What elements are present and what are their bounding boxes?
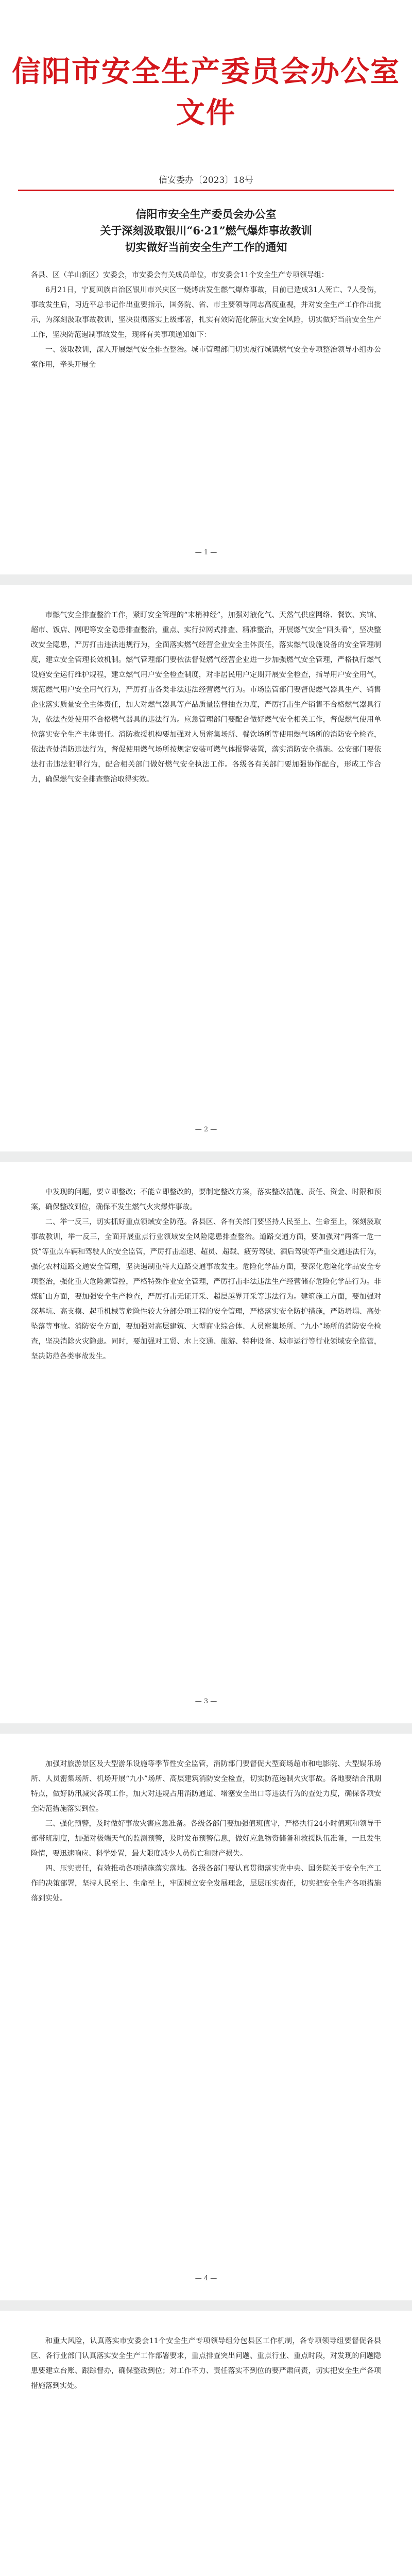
paragraph: 和重大风险，认真落实市安委会11个安全生产专项领导组分包县区工作机制，各专项领导组要督促各县区、各行业部门认真落实安全生产工作部署要求，重点排查突出问题、重点行业、重点时段，对发现的问题隐患要建立台账、跟踪督办，确保整改到位；对工作不力、责任落实不到位的要严肃问责，切实把安全生产各项措施落到实处。 — [31, 2337, 381, 2390]
doc-number: 信安委办〔2023〕18号 — [159, 175, 253, 185]
title-line-3: 切实做好当前安全生产工作的通知 — [125, 241, 287, 253]
page-number: — 3 — — [195, 1698, 217, 1705]
page-number: — 1 — — [195, 549, 217, 556]
paragraph: 四、压实责任，有效推动各项措施落实落地。各级各部门要认真贯彻落实党中央、国务院关于安全生产工作的决策部署，坚持人民至上、生命至上，牢固树立安全发展理念，层层压实责任，切实把安全生产各项措施落到实处。 — [31, 1865, 381, 1903]
paragraph: 三、强化预警，及时做好事故灾害应急准备。各级各部门要加强值班值守，严格执行24小时值班和领导干部带班制度，加强对极端天气的监测预警，及时发布预警信息，做好应急物资储备和救援队伍准备，一旦发生险情，要迅速响应、科学处置，最大限度减少人员伤亡和财产损失。 — [31, 1820, 381, 1858]
red-divider — [18, 190, 394, 191]
title-line-2: 关于深刻汲取银川“6·21”燃气爆炸事故教训 — [100, 224, 312, 237]
page-separator — [0, 1151, 412, 1162]
page-separator — [0, 2300, 412, 2311]
page-4-body — [31, 1757, 381, 1906]
salutation: 各县、区（羊山新区）安委会，市安委会有关成员单位，市安委会11个安全生产专项领导组： — [31, 271, 329, 279]
paragraph: 6月21日，宁夏回族自治区银川市兴庆区一烧烤店发生燃气爆炸事故，目前已造成31人死亡、7人受伤，事故发生后，习近平总书记作出重要指示，国务院、省、市主要领导同志高度重视，并对安全生产工作作出批示，为深刻汲取事故教训，坚决贯彻落实上级部署，扎实有效防范化解重大安全风险，切实做好当前安全生产工作，坚决防范遏制事故发生，现将有关事项通知如下： — [31, 286, 381, 339]
page-2-body — [31, 608, 381, 787]
paragraph: 加强对旅游景区及大型游乐设施等季节性安全监管，消防部门要督促大型商场超市和电影院、大型娱乐场所、人员密集场所、机场开展“九小”场所、高层建筑消防安全检查，切实防范遏制火灾事故。各地要结合汛期特点，做好防汛减灾各项工作，加大对违规占用消防通道、堵塞安全出口等违法行为的查处力度，确保各项安全防范措施落实到位。 — [31, 1760, 381, 1813]
page-3-body — [31, 1185, 381, 1364]
paragraph: 中发现的问题，要立即整改；不能立即整改的，要制定整改方案，落实整改措施、责任、资金、时限和预案，确保整改到位，确保不发生燃气火灾爆炸事故。 — [31, 1188, 381, 1211]
page-separator — [0, 574, 412, 585]
title-line-1: 信阳市安全生产委员会办公室 — [135, 208, 277, 221]
page-5-body — [31, 2334, 381, 2394]
masthead: 信阳市安全生产委员会办公室文件 — [12, 55, 400, 130]
paragraph: 一、汲取教训，深入开展燃气安全排查整治。城市管理部门切实履行城镇燃气安全专项整治领导小组办公室作用，牵头开展全 — [31, 346, 381, 369]
page-1-body — [31, 268, 381, 372]
page-separator — [0, 1723, 412, 1734]
paragraph: 市燃气安全排查整治工作，紧盯安全管理的“末梢神经”，加强对液化气、天然气供应网络、餐饮、宾馆、超市、饭店、网吧等安全隐患排查整治，重点、实行拉网式排查、精准整治，开展燃气安全“回头看”，坚决整改安全隐患，严厉打击违法违规行为，全面落实燃气经营企业安全主体责任，落实燃气设施设备的安全管理制度，建立安全管理长效机制。燃气管理部门要依法督促燃气经营企业进一步加强燃气安全管理，严格执行燃气设施安全运行维护规程，建立燃气用户安全检查制度，对非居民用户定期开展安全检查，指导用户安全用气，规范燃气用户安全用气行为，严厉打击各类非法违法经营燃气行为。市场监管部门要督促燃气器具生产、销售企业落实质量安全主体责任，加大对燃气器具等产品质量监督抽查力度，严厉打击生产销售不合格燃气器具行为，依法查处使用不合格燃气器具的违法行为。应急管理部门要配合做好燃气安全相关工作，督促燃气使用单位落实安全生产主体责任。消防救援机构要加强对人员密集场所、餐饮场所等使用燃气场所的消防安全检查，依法查处消防违法行为，督促使用燃气场所按规定安装可燃气体报警装置，落实消防安全措施。公安部门要依法打击违法犯罪行为，配合相关部门做好燃气安全执法工作。各级各有关部门要加强协作配合，形成工作合力，确保燃气安全排查整治取得实效。 — [31, 611, 381, 784]
document-title — [31, 206, 381, 256]
page-number: — 4 — — [195, 2275, 217, 2282]
page-number: — 2 — — [195, 1126, 217, 1133]
paragraph: 二、举一反三，切实抓好重点领域安全防范。各县区、各有关部门要坚持人民至上、生命至上，深刻汲取事故教训，举一反三，全面开展重点行业领域安全风险隐患排查整治。道路交通方面，要加强对“两客一危一货”等重点车辆和驾驶人的安全监管，严厉打击超速、超员、超载、疲劳驾驶、酒后驾驶等严重交通违法行为，强化农村道路交通安全管理，坚决遏制重特大道路交通事故发生。危险化学品方面，要深化危险化学品安全专项整治，强化重大危险源管控，严格特殊作业安全管理，严厉打击非法违法生产经营储存危险化学品行为。非煤矿山方面，要加强安全生产检查，严厉打击无证开采、超层越界开采等违法行为。建筑施工方面，要加强对深基坑、高支模、起重机械等危险性较大分部分项工程的安全管理，严格落实安全防护措施，严防坍塌、高处坠落等事故。消防安全方面，要加强对高层建筑、大型商业综合体、人员密集场所、“九小”场所的消防安全检查，坚决消除火灾隐患。同时，要加强对工贸、水上交通、旅游、特种设备、城市运行等行业领域安全监管，坚决防范各类事故发生。 — [31, 1218, 381, 1361]
